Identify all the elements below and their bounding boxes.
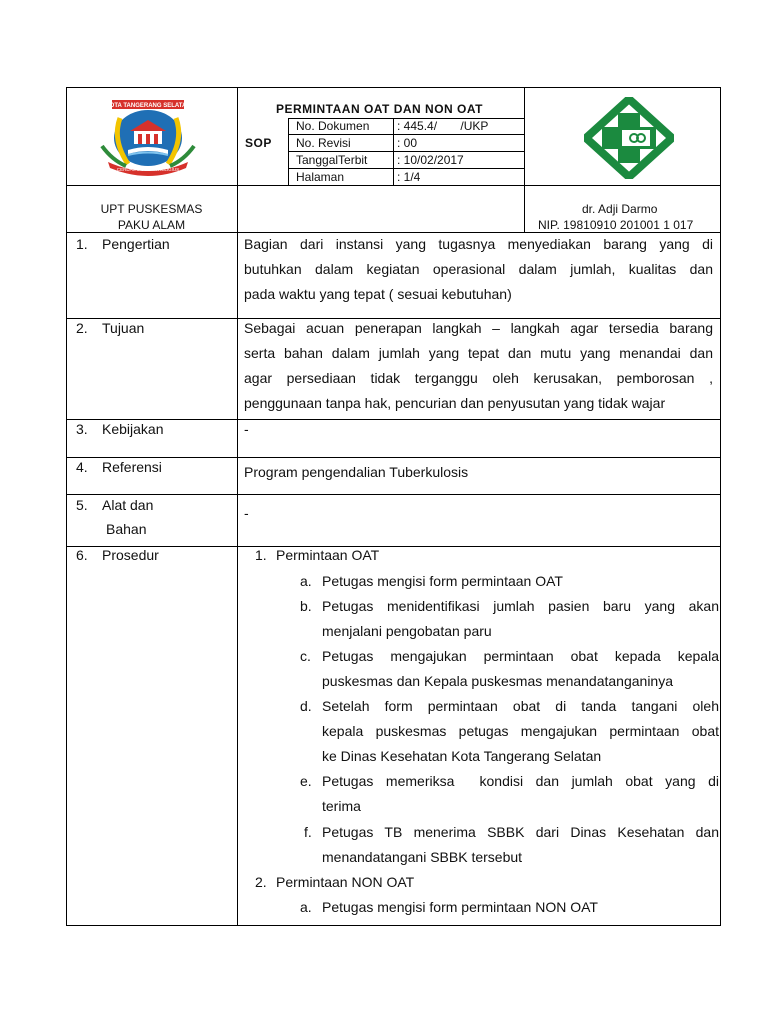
- procedure-item-line: kepala puskesmas petugas mengajukan permintaan obat: [322, 723, 719, 739]
- procedure-step-1-title: Permintaan OAT: [276, 547, 380, 563]
- section-2-label: Tujuan: [102, 320, 145, 336]
- section-4-number: 4.: [76, 459, 88, 475]
- procedure-item-line: menandatangani SBBK tersebut: [322, 849, 523, 865]
- procedure-step-1-number: 1.: [255, 547, 267, 563]
- signer-name: dr. Adji Darmo: [582, 202, 658, 216]
- sop-label: SOP: [245, 136, 272, 150]
- section-1-label: Pengertian: [102, 236, 170, 252]
- section-1-text-line: butuhkan dalam kegiatan operasional dalam jumlah, kualitas dan: [244, 261, 713, 277]
- section-2-text-line: serta bahan dalam jumlah yang tepat dan mutu yang menandai dan: [244, 345, 713, 361]
- section-3-label: Kebijakan: [102, 421, 164, 437]
- section-2-text-line: Sebagai acuan penerapan langkah – langkah agar tersedia barang: [244, 320, 713, 336]
- meta-value-revisi: : 00: [397, 136, 418, 150]
- section-6-number: 6.: [76, 547, 88, 563]
- procedure-item-letter: c.: [300, 648, 311, 664]
- logo-banner: KOTA TANGERANG SELATAN: [105, 103, 191, 109]
- procedure-item-letter: d.: [300, 698, 312, 714]
- section-5-label-line2: Bahan: [106, 521, 147, 537]
- meta-label-revisi: No. Revisi: [296, 136, 351, 150]
- procedure-item-letter: a.: [300, 573, 312, 589]
- procedure-item-line: Petugas mengajukan permintaan obat kepada kepala: [322, 648, 719, 664]
- procedure-item-line: Petugas memeriksa kondisi dan jumlah obat yang di: [322, 773, 719, 789]
- meta-value-tanggal: : 10/02/2017: [397, 153, 464, 167]
- procedure-item-line: Petugas menidentifikasi jumlah pasien baru yang akan: [322, 598, 719, 614]
- section-3-value: -: [244, 421, 249, 437]
- procedure-item-line: Petugas mengisi form permintaan NON OAT: [322, 899, 598, 915]
- section-1-number: 1.: [76, 236, 88, 252]
- meta-label-dokumen: No. Dokumen: [296, 119, 370, 133]
- unit-name-line2: PAKU ALAM: [117, 218, 186, 232]
- city-crest-logo: [98, 100, 198, 176]
- meta-label-halaman: Halaman: [296, 170, 345, 184]
- section-1-text-line: Bagian dari instansi yang tugasnya menyediakan barang yang di: [244, 236, 713, 252]
- meta-value-dokumen: : 445.4/ /UKP: [397, 119, 489, 133]
- procedure-step-2-title: Permintaan NON OAT: [276, 874, 415, 890]
- section-2-text-line: agar persediaan tidak terganggu oleh kerusakan, pemborosan ,: [244, 370, 713, 386]
- procedure-item-letter: e.: [300, 773, 312, 789]
- section-2-text-line: penggunaan tanpa hak, pencurian dan penyusutan yang tidak wajar: [244, 395, 666, 411]
- unit-name-line1: UPT PUSKESMAS: [100, 202, 203, 216]
- procedure-item-line: terima: [322, 798, 361, 814]
- procedure-item-line: Setelah form permintaan obat di tanda tangani oleh: [322, 698, 719, 714]
- document-title: PERMINTAAN OAT DAN NON OAT: [276, 102, 483, 116]
- section-5-value: -: [244, 505, 249, 521]
- procedure-step-2-number: 2.: [255, 874, 267, 890]
- procedure-item-line: Petugas TB menerima SBBK dari Dinas Kesehatan dan: [322, 824, 719, 840]
- procedure-item-line: menjalani pengobatan paru: [322, 623, 492, 639]
- section-5-number: 5.: [76, 497, 88, 513]
- procedure-item-line: ke Dinas Kesehatan Kota Tangerang Selatan: [322, 748, 602, 764]
- signer-nip: NIP. 19810910 201001 1 017: [538, 218, 694, 232]
- puskesmas-logo: [584, 97, 674, 179]
- procedure-item-line: puskesmas dan Kepala puskesmas menandatanganinya: [322, 673, 674, 689]
- section-5-label: Alat dan: [102, 497, 154, 513]
- procedure-item-letter: a.: [300, 899, 312, 915]
- meta-label-tanggal: TanggalTerbit: [296, 153, 368, 167]
- procedure-item-line: Petugas mengisi form permintaan OAT: [322, 573, 563, 589]
- procedure-item-letter: b.: [300, 598, 312, 614]
- procedure-item-letter: f.: [304, 824, 312, 840]
- section-3-number: 3.: [76, 421, 88, 437]
- section-6-label: Prosedur: [102, 547, 159, 563]
- section-1-text-line: pada waktu yang tepat ( sesuai kebutuhan): [244, 286, 512, 302]
- section-4-label: Referensi: [102, 459, 162, 475]
- section-4-value: Program pengendalian Tuberkulosis: [244, 464, 469, 480]
- meta-value-halaman: : 1/4: [397, 170, 421, 184]
- section-2-number: 2.: [76, 320, 88, 336]
- logo-motto: CERDAS MODERN RELIGIUS: [116, 167, 180, 172]
